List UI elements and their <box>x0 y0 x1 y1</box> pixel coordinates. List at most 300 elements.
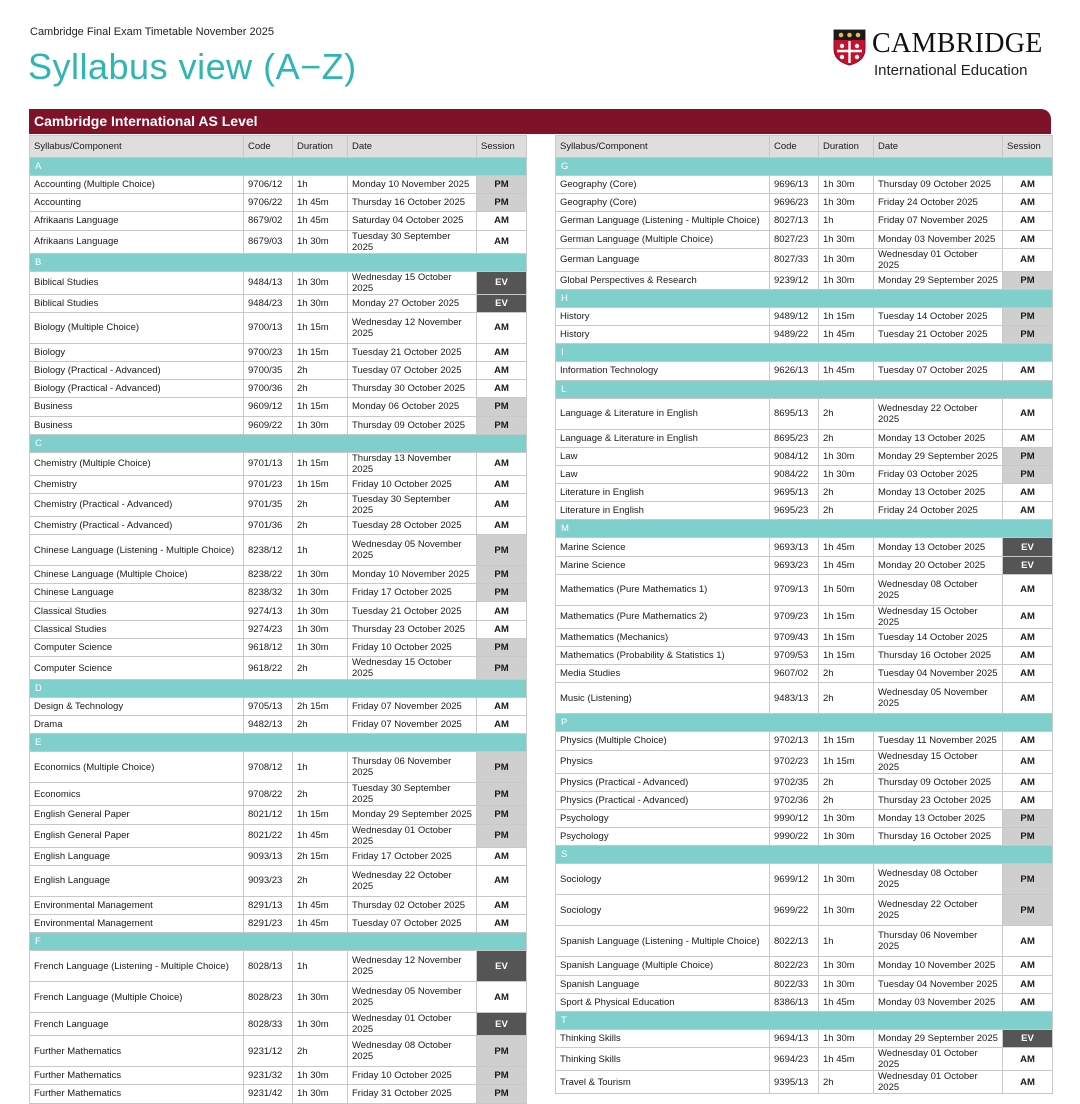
code-cell: 9618/22 <box>244 657 293 680</box>
syllabus-cell: Economics <box>30 783 244 806</box>
duration-cell: 1h 15m <box>819 628 874 646</box>
session-cell: AM <box>1003 176 1053 194</box>
code-cell: 8679/02 <box>244 212 293 230</box>
code-cell: 9699/22 <box>770 895 819 926</box>
syllabus-cell: Literature in English <box>556 502 770 520</box>
date-cell: Monday 29 September 2025 <box>874 1029 1003 1047</box>
syllabus-cell: Music (Listening) <box>556 683 770 714</box>
code-cell: 8695/13 <box>770 398 819 429</box>
duration-cell: 1h 15m <box>293 343 348 361</box>
syllabus-cell: Physics (Practical - Advanced) <box>556 791 770 809</box>
code-cell: 8028/23 <box>244 982 293 1013</box>
session-cell: AM <box>477 212 527 230</box>
duration-cell: 1h 30m <box>293 1067 348 1085</box>
syllabus-cell: English Language <box>30 847 244 865</box>
code-cell: 9607/02 <box>770 665 819 683</box>
syllabus-cell: Physics (Practical - Advanced) <box>556 773 770 791</box>
duration-cell: 1h <box>293 752 348 783</box>
duration-cell: 1h 30m <box>293 1085 348 1103</box>
code-cell: 9696/23 <box>770 194 819 212</box>
table-row <box>30 982 527 1013</box>
letter-heading: F <box>30 933 527 951</box>
date-cell: Thursday 16 October 2025 <box>348 194 477 212</box>
duration-cell: 1h 30m <box>819 465 874 483</box>
syllabus-cell: Computer Science <box>30 638 244 656</box>
duration-cell: 2h <box>293 657 348 680</box>
date-cell: Tuesday 21 October 2025 <box>874 326 1003 344</box>
code-cell: 9702/36 <box>770 791 819 809</box>
table-row <box>556 194 1053 212</box>
code-cell: 8022/13 <box>770 926 819 957</box>
duration-cell: 1h 45m <box>819 993 874 1011</box>
table-row <box>556 362 1053 380</box>
duration-cell: 1h <box>819 212 874 230</box>
syllabus-cell: Classical Studies <box>30 602 244 620</box>
col-header-date: Date <box>348 136 477 158</box>
table-row <box>556 828 1053 846</box>
syllabus-cell: English General Paper <box>30 806 244 824</box>
session-cell: AM <box>477 516 527 534</box>
duration-cell: 2h <box>293 716 348 734</box>
table-row <box>30 620 527 638</box>
date-cell: Thursday 13 November 2025 <box>348 452 477 475</box>
letter-heading: M <box>556 520 1053 538</box>
syllabus-cell: Physics (Multiple Choice) <box>556 732 770 750</box>
duration-cell: 2h <box>293 493 348 516</box>
session-cell: AM <box>477 493 527 516</box>
code-cell: 9696/13 <box>770 176 819 194</box>
code-cell: 8022/23 <box>770 957 819 975</box>
date-cell: Tuesday 14 October 2025 <box>874 628 1003 646</box>
date-cell: Tuesday 14 October 2025 <box>874 307 1003 325</box>
session-cell: AM <box>1003 773 1053 791</box>
syllabus-cell: Thinking Skills <box>556 1048 770 1071</box>
table-row <box>30 416 527 434</box>
table-row <box>30 475 527 493</box>
letter-row <box>556 714 1053 732</box>
session-cell: AM <box>1003 429 1053 447</box>
duration-cell: 2h <box>819 429 874 447</box>
date-cell: Monday 10 November 2025 <box>874 957 1003 975</box>
code-cell: 9700/36 <box>244 380 293 398</box>
table-row <box>556 326 1053 344</box>
duration-cell: 1h 45m <box>293 194 348 212</box>
date-cell: Friday 24 October 2025 <box>874 502 1003 520</box>
code-cell: 9626/13 <box>770 362 819 380</box>
session-cell: AM <box>477 361 527 379</box>
letter-heading: P <box>556 714 1053 732</box>
table-row <box>30 452 527 475</box>
letter-heading: G <box>556 158 1053 176</box>
session-cell: PM <box>477 806 527 824</box>
date-cell: Monday 29 September 2025 <box>348 806 477 824</box>
timetable-left <box>29 135 527 1104</box>
duration-cell: 2h 15m <box>293 847 348 865</box>
table-row <box>30 535 527 566</box>
table-row <box>556 502 1053 520</box>
table-row <box>30 398 527 416</box>
code-cell: 9701/36 <box>244 516 293 534</box>
session-cell: AM <box>1003 750 1053 773</box>
session-cell: EV <box>477 1013 527 1036</box>
code-cell: 8679/03 <box>244 230 293 253</box>
syllabus-cell: Mathematics (Mechanics) <box>556 628 770 646</box>
syllabus-cell: Drama <box>30 716 244 734</box>
date-cell: Saturday 04 October 2025 <box>348 212 477 230</box>
duration-cell: 1h 15m <box>293 806 348 824</box>
session-cell: EV <box>1003 1029 1053 1047</box>
code-cell: 9231/12 <box>244 1036 293 1067</box>
table-row <box>556 248 1053 271</box>
code-cell: 9239/12 <box>770 271 819 289</box>
session-cell: AM <box>1003 926 1053 957</box>
session-cell: PM <box>477 566 527 584</box>
table-row <box>30 1067 527 1085</box>
letter-heading: H <box>556 289 1053 307</box>
session-cell: AM <box>1003 732 1053 750</box>
letter-heading: B <box>30 253 527 271</box>
duration-cell: 1h 30m <box>819 447 874 465</box>
duration-cell: 1h 30m <box>293 982 348 1013</box>
code-cell: 9231/32 <box>244 1067 293 1085</box>
date-cell: Monday 10 November 2025 <box>348 176 477 194</box>
duration-cell: 1h 15m <box>293 312 348 343</box>
code-cell: 9231/42 <box>244 1085 293 1103</box>
duration-cell: 2h <box>819 683 874 714</box>
date-cell: Wednesday 15 October 2025 <box>874 605 1003 628</box>
table-row <box>556 574 1053 605</box>
session-cell: AM <box>477 847 527 865</box>
banner-title: Cambridge International AS Level <box>34 113 258 129</box>
date-cell: Tuesday 30 September 2025 <box>348 783 477 806</box>
session-cell: PM <box>477 783 527 806</box>
letter-row <box>556 158 1053 176</box>
syllabus-cell: Environmental Management <box>30 896 244 914</box>
letter-row <box>556 1011 1053 1029</box>
date-cell: Friday 03 October 2025 <box>874 465 1003 483</box>
col-header-date: Date <box>874 136 1003 158</box>
date-cell: Monday 13 October 2025 <box>874 484 1003 502</box>
table-row <box>556 773 1053 791</box>
date-cell: Wednesday 15 October 2025 <box>874 750 1003 773</box>
syllabus-cell: Chinese Language (Listening - Multiple Choice) <box>30 535 244 566</box>
table-row <box>30 847 527 865</box>
table-row <box>30 783 527 806</box>
syllabus-cell: Mathematics (Probability & Statistics 1) <box>556 647 770 665</box>
code-cell: 9482/13 <box>244 716 293 734</box>
session-cell: PM <box>477 1085 527 1103</box>
date-cell: Thursday 09 October 2025 <box>874 773 1003 791</box>
syllabus-cell: Information Technology <box>556 362 770 380</box>
syllabus-cell: Economics (Multiple Choice) <box>30 752 244 783</box>
table-row <box>30 716 527 734</box>
syllabus-cell: Computer Science <box>30 657 244 680</box>
date-cell: Wednesday 15 October 2025 <box>348 657 477 680</box>
code-cell: 9700/23 <box>244 343 293 361</box>
code-cell: 8695/23 <box>770 429 819 447</box>
date-cell: Thursday 09 October 2025 <box>874 176 1003 194</box>
code-cell: 9709/23 <box>770 605 819 628</box>
code-cell: 9489/22 <box>770 326 819 344</box>
session-cell: AM <box>477 602 527 620</box>
table-row <box>556 628 1053 646</box>
table-row <box>556 683 1053 714</box>
date-cell: Monday 13 October 2025 <box>874 538 1003 556</box>
table-row <box>30 271 527 294</box>
duration-cell: 1h 30m <box>293 566 348 584</box>
duration-cell: 1h 30m <box>293 602 348 620</box>
date-cell: Wednesday 01 October 2025 <box>874 1048 1003 1071</box>
date-cell: Monday 20 October 2025 <box>874 556 1003 574</box>
table-row <box>556 176 1053 194</box>
code-cell: 9708/12 <box>244 752 293 783</box>
table-row <box>556 895 1053 926</box>
date-cell: Monday 03 November 2025 <box>874 230 1003 248</box>
col-header-code: Code <box>244 136 293 158</box>
letter-row <box>556 289 1053 307</box>
session-cell: AM <box>1003 791 1053 809</box>
table-header-row <box>30 136 527 158</box>
duration-cell: 1h 30m <box>293 271 348 294</box>
letter-row <box>556 380 1053 398</box>
code-cell: 9702/13 <box>770 732 819 750</box>
duration-cell: 1h 30m <box>819 809 874 827</box>
table-row <box>30 584 527 602</box>
date-cell: Tuesday 30 September 2025 <box>348 493 477 516</box>
session-cell: AM <box>1003 1071 1053 1094</box>
table-row <box>556 447 1053 465</box>
syllabus-cell: Spanish Language (Listening - Multiple Choice) <box>556 926 770 957</box>
logo-subtitle: International Education <box>874 62 1028 79</box>
table-row <box>556 732 1053 750</box>
date-cell: Wednesday 08 October 2025 <box>348 1036 477 1067</box>
session-cell: AM <box>477 698 527 716</box>
session-cell: EV <box>1003 556 1053 574</box>
code-cell: 9618/12 <box>244 638 293 656</box>
duration-cell: 1h 15m <box>293 475 348 493</box>
session-cell: AM <box>1003 502 1053 520</box>
date-cell: Monday 27 October 2025 <box>348 294 477 312</box>
table-row <box>556 538 1053 556</box>
date-cell: Tuesday 11 November 2025 <box>874 732 1003 750</box>
table-row <box>30 638 527 656</box>
code-cell: 9709/53 <box>770 647 819 665</box>
date-cell: Wednesday 01 October 2025 <box>348 824 477 847</box>
table-row <box>30 951 527 982</box>
duration-cell: 1h 30m <box>819 1029 874 1047</box>
duration-cell: 2h <box>293 783 348 806</box>
code-cell: 8238/22 <box>244 566 293 584</box>
session-cell: AM <box>477 343 527 361</box>
syllabus-cell: Psychology <box>556 828 770 846</box>
duration-cell: 2h <box>293 865 348 896</box>
duration-cell: 1h 15m <box>819 732 874 750</box>
duration-cell: 2h <box>819 484 874 502</box>
code-cell: 9705/13 <box>244 698 293 716</box>
duration-cell: 1h 30m <box>819 194 874 212</box>
syllabus-cell: Business <box>30 398 244 416</box>
syllabus-cell: Media Studies <box>556 665 770 683</box>
session-cell: PM <box>477 416 527 434</box>
syllabus-cell: French Language (Listening - Multiple Choice) <box>30 951 244 982</box>
session-cell: PM <box>477 535 527 566</box>
code-cell: 9693/13 <box>770 538 819 556</box>
code-cell: 9699/12 <box>770 864 819 895</box>
duration-cell: 1h 30m <box>293 1013 348 1036</box>
col-header-session: Session <box>477 136 527 158</box>
syllabus-cell: Accounting (Multiple Choice) <box>30 176 244 194</box>
table-row <box>30 806 527 824</box>
syllabus-cell: Travel & Tourism <box>556 1071 770 1094</box>
table-row <box>30 230 527 253</box>
date-cell: Wednesday 22 October 2025 <box>874 895 1003 926</box>
table-row <box>30 212 527 230</box>
session-cell: PM <box>477 824 527 847</box>
date-cell: Friday 07 November 2025 <box>348 698 477 716</box>
session-cell: AM <box>477 716 527 734</box>
letter-row <box>30 734 527 752</box>
syllabus-cell: English Language <box>30 865 244 896</box>
syllabus-cell: Chemistry (Multiple Choice) <box>30 452 244 475</box>
letter-row <box>30 253 527 271</box>
table-row <box>30 657 527 680</box>
date-cell: Tuesday 07 October 2025 <box>874 362 1003 380</box>
date-cell: Monday 06 October 2025 <box>348 398 477 416</box>
session-cell: PM <box>477 584 527 602</box>
date-cell: Friday 17 October 2025 <box>348 584 477 602</box>
code-cell: 9484/23 <box>244 294 293 312</box>
date-cell: Thursday 30 October 2025 <box>348 380 477 398</box>
syllabus-cell: Chemistry (Practical - Advanced) <box>30 516 244 534</box>
duration-cell: 1h 30m <box>819 271 874 289</box>
syllabus-cell: Further Mathematics <box>30 1067 244 1085</box>
table-row <box>556 809 1053 827</box>
code-cell: 9084/22 <box>770 465 819 483</box>
syllabus-cell: Sport & Physical Education <box>556 993 770 1011</box>
duration-cell: 1h 30m <box>293 294 348 312</box>
syllabus-cell: Chinese Language <box>30 584 244 602</box>
col-header-duration: Duration <box>293 136 348 158</box>
code-cell: 9609/12 <box>244 398 293 416</box>
duration-cell: 2h <box>293 361 348 379</box>
session-cell: PM <box>1003 895 1053 926</box>
duration-cell: 1h 30m <box>819 230 874 248</box>
date-cell: Monday 29 September 2025 <box>874 271 1003 289</box>
code-cell: 9694/13 <box>770 1029 819 1047</box>
date-cell: Wednesday 01 October 2025 <box>874 1071 1003 1094</box>
code-cell: 9274/13 <box>244 602 293 620</box>
syllabus-cell: German Language <box>556 248 770 271</box>
table-row <box>556 484 1053 502</box>
duration-cell: 1h 30m <box>293 638 348 656</box>
syllabus-cell: Chemistry (Practical - Advanced) <box>30 493 244 516</box>
syllabus-cell: Afrikaans Language <box>30 230 244 253</box>
duration-cell: 1h 30m <box>819 248 874 271</box>
table-row <box>556 647 1053 665</box>
table-row <box>556 271 1053 289</box>
session-cell: PM <box>1003 447 1053 465</box>
syllabus-cell: Biology (Practical - Advanced) <box>30 380 244 398</box>
syllabus-cell: Biology (Multiple Choice) <box>30 312 244 343</box>
table-row <box>30 493 527 516</box>
syllabus-cell: Marine Science <box>556 556 770 574</box>
date-cell: Friday 07 November 2025 <box>348 716 477 734</box>
table-row <box>556 926 1053 957</box>
date-cell: Wednesday 05 November 2025 <box>348 982 477 1013</box>
syllabus-cell: Environmental Management <box>30 914 244 932</box>
duration-cell: 1h <box>819 926 874 957</box>
table-row <box>556 605 1053 628</box>
session-cell: PM <box>1003 828 1053 846</box>
code-cell: 9709/43 <box>770 628 819 646</box>
syllabus-cell: Classical Studies <box>30 620 244 638</box>
code-cell: 9274/23 <box>244 620 293 638</box>
session-cell: EV <box>477 294 527 312</box>
col-header-syllabus: Syllabus/Component <box>556 136 770 158</box>
session-cell: PM <box>1003 326 1053 344</box>
duration-cell: 2h <box>819 502 874 520</box>
table-row <box>30 1085 527 1103</box>
table-row <box>556 398 1053 429</box>
syllabus-cell: Afrikaans Language <box>30 212 244 230</box>
col-header-syllabus: Syllabus/Component <box>30 136 244 158</box>
session-cell: AM <box>477 452 527 475</box>
code-cell: 9702/23 <box>770 750 819 773</box>
session-cell: AM <box>477 312 527 343</box>
date-cell: Wednesday 08 October 2025 <box>874 574 1003 605</box>
table-row <box>30 1036 527 1067</box>
logo-wordmark: CAMBRIDGE <box>872 28 1043 59</box>
syllabus-cell: History <box>556 326 770 344</box>
table-row <box>30 752 527 783</box>
session-cell: PM <box>477 752 527 783</box>
duration-cell: 1h 30m <box>819 975 874 993</box>
syllabus-cell: English General Paper <box>30 824 244 847</box>
crest-icon <box>833 29 866 66</box>
code-cell: 8021/22 <box>244 824 293 847</box>
duration-cell: 1h <box>293 176 348 194</box>
table-row <box>556 1048 1053 1071</box>
syllabus-cell: Geography (Core) <box>556 176 770 194</box>
code-cell: 8291/23 <box>244 914 293 932</box>
duration-cell: 2h <box>293 516 348 534</box>
table-row <box>556 556 1053 574</box>
duration-cell: 2h <box>819 791 874 809</box>
date-cell: Wednesday 15 October 2025 <box>348 271 477 294</box>
table-row <box>556 975 1053 993</box>
syllabus-cell: Global Perspectives & Research <box>556 271 770 289</box>
syllabus-cell: Biblical Studies <box>30 271 244 294</box>
date-cell: Wednesday 05 November 2025 <box>348 535 477 566</box>
date-cell: Tuesday 30 September 2025 <box>348 230 477 253</box>
duration-cell: 1h 30m <box>819 176 874 194</box>
session-cell: PM <box>477 1067 527 1085</box>
syllabus-cell: Literature in English <box>556 484 770 502</box>
page-title: Syllabus view (A−Z) <box>28 46 357 87</box>
session-cell: PM <box>477 638 527 656</box>
duration-cell: 2h <box>819 1071 874 1094</box>
code-cell: 9694/23 <box>770 1048 819 1071</box>
duration-cell: 2h <box>819 773 874 791</box>
duration-cell: 1h 30m <box>293 416 348 434</box>
syllabus-cell: Design & Technology <box>30 698 244 716</box>
table-row <box>30 865 527 896</box>
table-row <box>30 602 527 620</box>
date-cell: Thursday 23 October 2025 <box>874 791 1003 809</box>
syllabus-cell: Psychology <box>556 809 770 827</box>
table-row <box>30 914 527 932</box>
table-row <box>30 698 527 716</box>
